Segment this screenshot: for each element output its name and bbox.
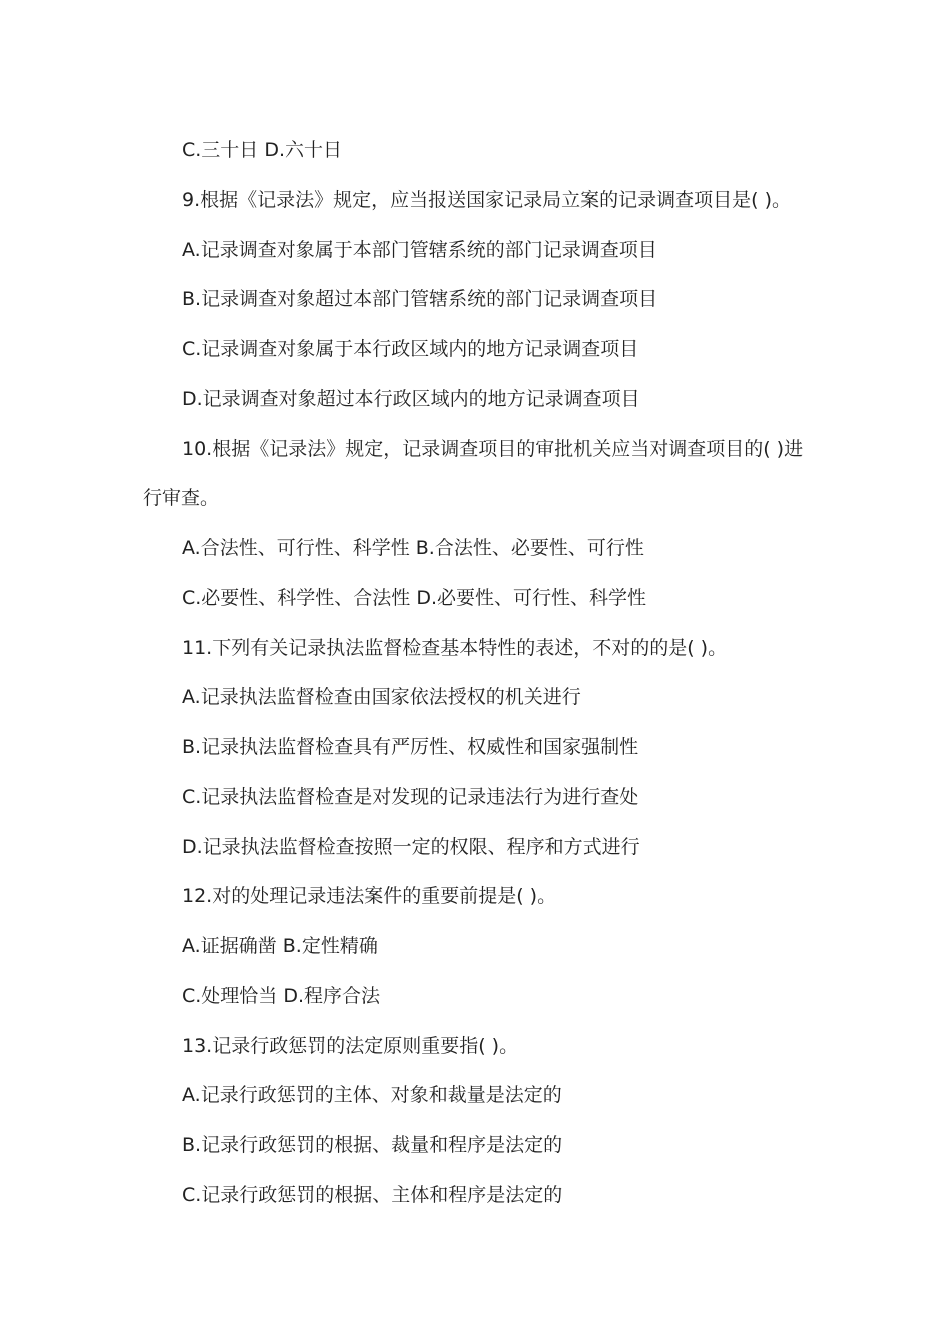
question-9-option-d: D.记录调查对象超过本行政区域内的地方记录调查项目: [182, 388, 640, 410]
question-13-option-c: C.记录行政惩罚的根据、主体和程序是法定的: [182, 1184, 563, 1206]
question-9: 9.根据《记录法》规定，应当报送国家记录局立案的记录调查项目是( )。: [182, 189, 791, 211]
question-13: 13.记录行政惩罚的法定原则重要指( )。: [182, 1035, 519, 1057]
answer-options-q8-cd: C.三十日 D.六十日: [182, 139, 343, 161]
question-10: 10.根据《记录法》规定，记录调查项目的审批机关应当对调查项目的( )进: [182, 438, 804, 460]
question-9-option-a: A.记录调查对象属于本部门管辖系统的部门记录调查项目: [182, 239, 657, 261]
question-11-option-d: D.记录执法监督检查按照一定的权限、程序和方式进行: [182, 836, 640, 858]
question-12: 12.对的处理记录违法案件的重要前提是( )。: [182, 885, 557, 907]
question-10-options-cd: C.必要性、科学性、合法性 D.必要性、可行性、科学性: [182, 587, 647, 609]
question-13-option-a: A.记录行政惩罚的主体、对象和裁量是法定的: [182, 1084, 562, 1106]
question-11-option-b: B.记录执法监督检查具有严厉性、权威性和国家强制性: [182, 736, 639, 758]
question-10-continued: 行审查。: [143, 487, 220, 509]
question-12-options-ab: A.证据确凿 B.定性精确: [182, 935, 378, 957]
question-11: 11.下列有关记录执法监督检查基本特性的表述，不对的的是( )。: [182, 637, 728, 659]
question-10-options-ab: A.合法性、可行性、科学性 B.合法性、必要性、可行性: [182, 537, 644, 559]
question-11-option-a: A.记录执法监督检查由国家依法授权的机关进行: [182, 686, 581, 708]
question-13-option-b: B.记录行政惩罚的根据、裁量和程序是法定的: [182, 1134, 563, 1156]
question-9-option-b: B.记录调查对象超过本部门管辖系统的部门记录调查项目: [182, 288, 658, 310]
question-11-option-c: C.记录执法监督检查是对发现的记录违法行为进行查处: [182, 786, 639, 808]
question-9-option-c: C.记录调查对象属于本行政区域内的地方记录调查项目: [182, 338, 639, 360]
question-12-options-cd: C.处理恰当 D.程序合法: [182, 985, 381, 1007]
